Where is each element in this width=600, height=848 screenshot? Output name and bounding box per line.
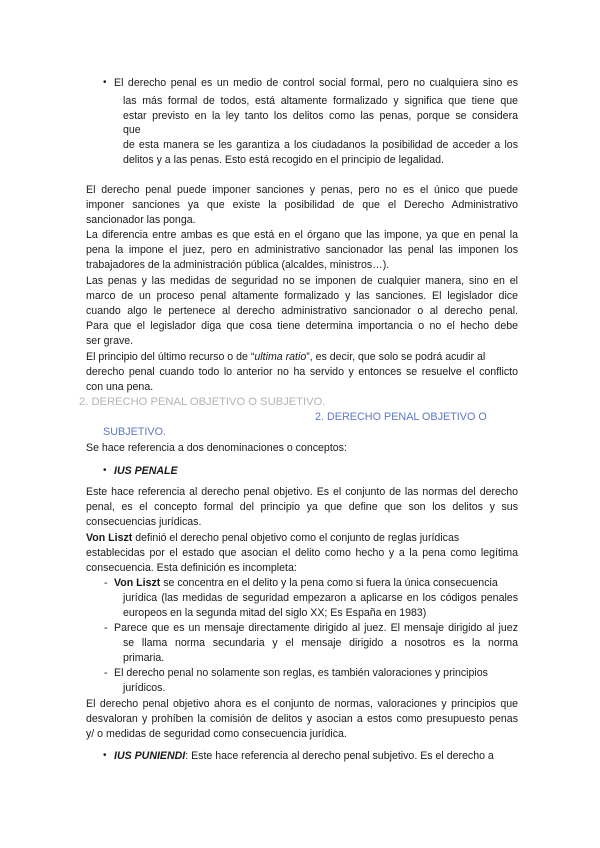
- liszt-line1: [86, 532, 518, 545]
- para2-line1: La diferencia entre ambas es que está en el órgano que las impone, ya que en penal la: [86, 229, 518, 241]
- para5-line2: desvaloran y prohíben la comisión de delitos y asocian a estos como presupuesto penas: [86, 713, 518, 725]
- heading-ghost: 2. DERECHO PENAL OBJETIVO O SUBJETIVO.: [79, 396, 326, 408]
- bullet-marker: •: [103, 465, 107, 476]
- ius-puniendi-line: [114, 750, 518, 763]
- para4-line3: con una pena.: [86, 381, 154, 393]
- bullet1-line3: estar previsto en la ley tanto los delitos como las penas, porque se considera: [123, 110, 518, 122]
- ultima-ratio-term: ultima ratio: [254, 351, 307, 363]
- section-heading-line1: 2. DERECHO PENAL OBJETIVO O: [315, 411, 487, 423]
- von-liszt-name: Von Liszt: [86, 532, 133, 544]
- dash3-line1: El derecho penal no solamente son reglas, es también valoraciones y principios: [114, 667, 488, 679]
- dash1-text: se concentra en el delito y la pena como si fuera la única consecuencia: [160, 577, 498, 589]
- para4-line2: derecho penal cuando todo lo anterior no ha servido y entonces se resuelve el conflicto: [86, 366, 518, 378]
- bullet-marker: •: [103, 77, 107, 88]
- dash-marker: -: [104, 577, 108, 589]
- para4-text-b: ”, es decir, que solo se podrá acudir al: [306, 351, 486, 363]
- para2-line3: trabajadores de la administración pública (alcaldes, ministros…).: [86, 259, 390, 271]
- liszt-line3: consecuencia. Esta definición es incompleta:: [86, 562, 297, 574]
- dash3-line2: jurídicos.: [123, 682, 166, 694]
- bullet1-line1: El derecho penal es un medio de control social formal, pero no cualquiera sino es: [114, 77, 518, 89]
- ius-penale-line1: Este hace referencia al derecho penal objetivo. Es el conjunto de las normas del derecho: [86, 486, 518, 498]
- ius-penale-title: IUS PENALE: [114, 465, 178, 477]
- ius-puniendi-title: IUS PUNIENDI: [114, 750, 186, 762]
- ius-puniendi-text: : Este hace referencia al derecho penal subjetivo. Es el derecho a: [185, 750, 494, 762]
- dash2-line1: Parece que es un mensaje directamente dirigido al juez. El mensaje dirigido al juez: [114, 622, 518, 634]
- para4-line1: [86, 351, 518, 364]
- ius-penale-line3: consecuencias jurídicas.: [86, 516, 202, 528]
- bullet1-line5: de esta manera se les garantiza a los ciudadanos la posibilidad de acceder a los: [123, 139, 518, 151]
- bullet-marker: •: [103, 750, 107, 761]
- para5-line3: y/ o medidas de seguridad como consecuencia jurídica.: [86, 728, 347, 740]
- dash1-line1: [114, 577, 518, 590]
- von-liszt-name: Von Liszt: [114, 577, 161, 589]
- liszt-text: definió el derecho penal objetivo como el conjunto de reglas jurídicas: [132, 532, 460, 544]
- para1-line1: El derecho penal puede imponer sanciones y penas, pero no es el único que puede: [86, 184, 518, 196]
- dash2-line2: se llama norma secundaria y el mensaje dirigido a nosotros es la norma: [123, 637, 518, 649]
- section-heading-line2: SUBJETIVO.: [103, 426, 166, 438]
- para3-line2: marco de un proceso penal altamente formalizado y las sanciones. El legislador dice: [86, 290, 518, 302]
- para1-line2: imponer sanciones ya que existe la posibilidad de que el Derecho Administrativo: [86, 199, 518, 211]
- liszt-line2: establecidas por el estado que asocian el delito como hecho y a la pena como legítima: [86, 547, 518, 559]
- para3-line3: cuando algo le pertenece al derecho administrativo sancionador o al derecho penal.: [86, 305, 518, 317]
- dash1-line3: europeos en la segunda mitad del siglo XX; Es España en 1983): [123, 607, 427, 619]
- para4-text-a: El principio del último recurso o de “: [86, 351, 255, 363]
- intro-text: Se hace referencia a dos denominaciones o conceptos:: [86, 442, 347, 454]
- dash-marker: -: [104, 622, 108, 634]
- bullet1-line6: delitos y a las penas. Esto está recogido en el principio de legalidad.: [123, 154, 444, 166]
- dash-marker: -: [104, 667, 108, 679]
- dash2-line3: primaria.: [123, 652, 165, 664]
- para3-line5: ser grave.: [86, 335, 134, 347]
- bullet1-line4: que: [123, 124, 141, 136]
- para2-line2: pena la impone el juez, pero en administrativo sancionador las penal las imponen los: [86, 244, 518, 256]
- para3-line1: Las penas y las medidas de seguridad no se imponen de cualquier manera, sino en el: [86, 275, 518, 287]
- dash1-line2: jurídica (las medidas de seguridad empezaron a aplicarse en los códigos penales: [123, 592, 518, 604]
- para5-line1: El derecho penal objetivo ahora es el conjunto de normas, valoraciones y principios que: [86, 698, 518, 710]
- bullet1-line2: las más formal de todos, está altamente formalizado y significa que tiene que: [123, 95, 518, 107]
- para3-line4: Para que el legislador diga que cosa tiene determina importancia o no el hecho debe: [86, 320, 518, 332]
- ius-penale-line2: penal, es el concepto formal del principio ya que define que son los delitos y sus: [86, 501, 518, 513]
- para1-line3: sancionador las ponga.: [86, 214, 196, 226]
